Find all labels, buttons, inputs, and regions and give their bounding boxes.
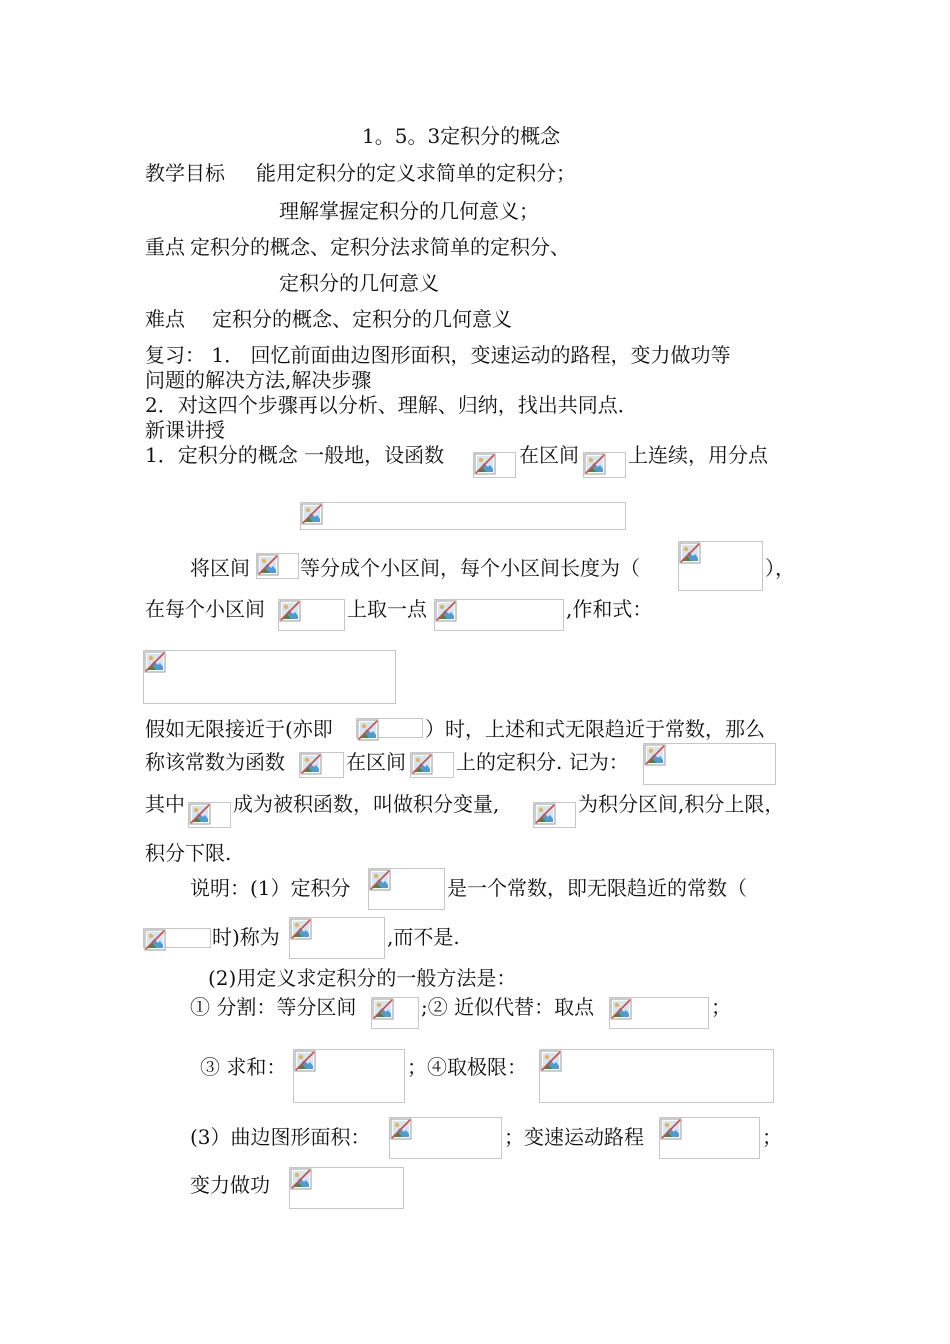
definition-text-c: 上连续，用分点 <box>628 443 768 467</box>
formula-image <box>143 650 396 704</box>
goal-text-2: 理解掌握定积分的几何意义； <box>279 199 539 223</box>
formula-image <box>678 541 763 591</box>
where-text-b: 成为被积函数，叫做积分变量, <box>233 792 500 816</box>
work-text: 变力做功 <box>190 1173 270 1197</box>
step-4-text: ；④取极限： <box>407 1055 527 1079</box>
definition-text-b: 在区间 <box>519 443 579 467</box>
divide-text-b: 等分成个小区间，每个小区间长度为（ <box>300 556 640 580</box>
limit-text-b: ）时，上述和式无限趋近于常数，那么 <box>425 717 765 741</box>
formula-image <box>143 928 211 948</box>
key-text-2: 定积分的几何意义 <box>279 271 439 295</box>
formula-image <box>533 802 576 828</box>
key-text-1: 定积分的概念、定积分法求简单的定积分、 <box>190 235 570 259</box>
formula-image <box>434 599 564 631</box>
formula-image <box>609 997 709 1029</box>
formula-image <box>278 599 345 631</box>
formula-image <box>289 1167 404 1209</box>
formula-image <box>539 1049 774 1103</box>
each-text-a: 在每个小区间 <box>145 597 265 621</box>
formula-image <box>473 452 516 478</box>
area-text: (3）曲边图形面积： <box>190 1125 371 1149</box>
formula-image <box>368 868 445 910</box>
new-lesson-heading: 新课讲授 <box>145 418 225 442</box>
limit-text-a: 假如无限接近于(亦即 <box>145 717 333 741</box>
hard-label: 难点 <box>145 307 185 331</box>
note-text-a: 说明：(1）定积分 <box>190 876 351 900</box>
path-text: ；变速运动路程 <box>504 1125 644 1149</box>
goal-label: 教学目标 <box>145 161 225 185</box>
formula-image <box>299 752 344 778</box>
formula-image <box>659 1117 760 1159</box>
call-text-c: 上的定积分. 记为： <box>456 750 629 774</box>
call-text-b: 在区间 <box>346 750 406 774</box>
goal-text-1: 能用定积分的定义求简单的定积分； <box>256 161 576 185</box>
each-text-b: 上取一点 <box>347 597 427 621</box>
hard-text: 定积分的概念、定积分的几何意义 <box>212 307 512 331</box>
divide-text-c: ）， <box>765 556 795 580</box>
step-3-text: ③ 求和： <box>200 1055 287 1079</box>
formula-image <box>188 802 231 828</box>
page-title: 1。5。3定积分的概念 <box>362 124 561 148</box>
formula-image <box>289 917 385 959</box>
formula-image <box>410 752 454 778</box>
formula-image <box>371 997 419 1029</box>
call-text-a: 称该常数为函数 <box>145 750 285 774</box>
divide-text-a: 将区间 <box>190 556 250 580</box>
review-line-1: 复习： 1． 回忆前面曲边图形面积，变速运动的路程，变力做功等 <box>145 343 731 367</box>
formula-image <box>356 718 423 738</box>
step-2-end: ； <box>711 995 731 1019</box>
formula-image <box>643 743 776 785</box>
note-text-b: 是一个常数，即无限趋近的常数（ <box>447 876 747 900</box>
review-line-3: 2．对这四个步骤再以分析、理解、归纳，找出共同点． <box>145 393 638 417</box>
path-end: ； <box>762 1125 782 1149</box>
key-label: 重点 <box>145 235 185 259</box>
formula-image <box>293 1049 405 1103</box>
definition-text-a: 1．定积分的概念 一般地，设函数 <box>145 443 445 467</box>
where-text-a: 其中 <box>145 792 185 816</box>
where-text-c: 为积分区间,积分上限， <box>578 792 785 816</box>
review-line-2: 问题的解决方法,解决步骤 <box>145 368 372 392</box>
lower-limit-text: 积分下限. <box>145 841 232 865</box>
formula-image <box>583 452 626 478</box>
method-heading: (2)用定义求定积分的一般方法是： <box>208 966 517 990</box>
each-text-c: ,作和式： <box>566 597 653 621</box>
note-text-c: 时)称为 <box>212 925 280 949</box>
note-text-d: ,而不是. <box>387 925 460 949</box>
formula-image <box>300 502 626 530</box>
formula-image <box>389 1117 502 1159</box>
step-2-text: ;② 近似代替：取点 <box>421 995 595 1019</box>
step-1-text: ① 分割：等分区间 <box>190 995 357 1019</box>
formula-image <box>256 553 299 579</box>
